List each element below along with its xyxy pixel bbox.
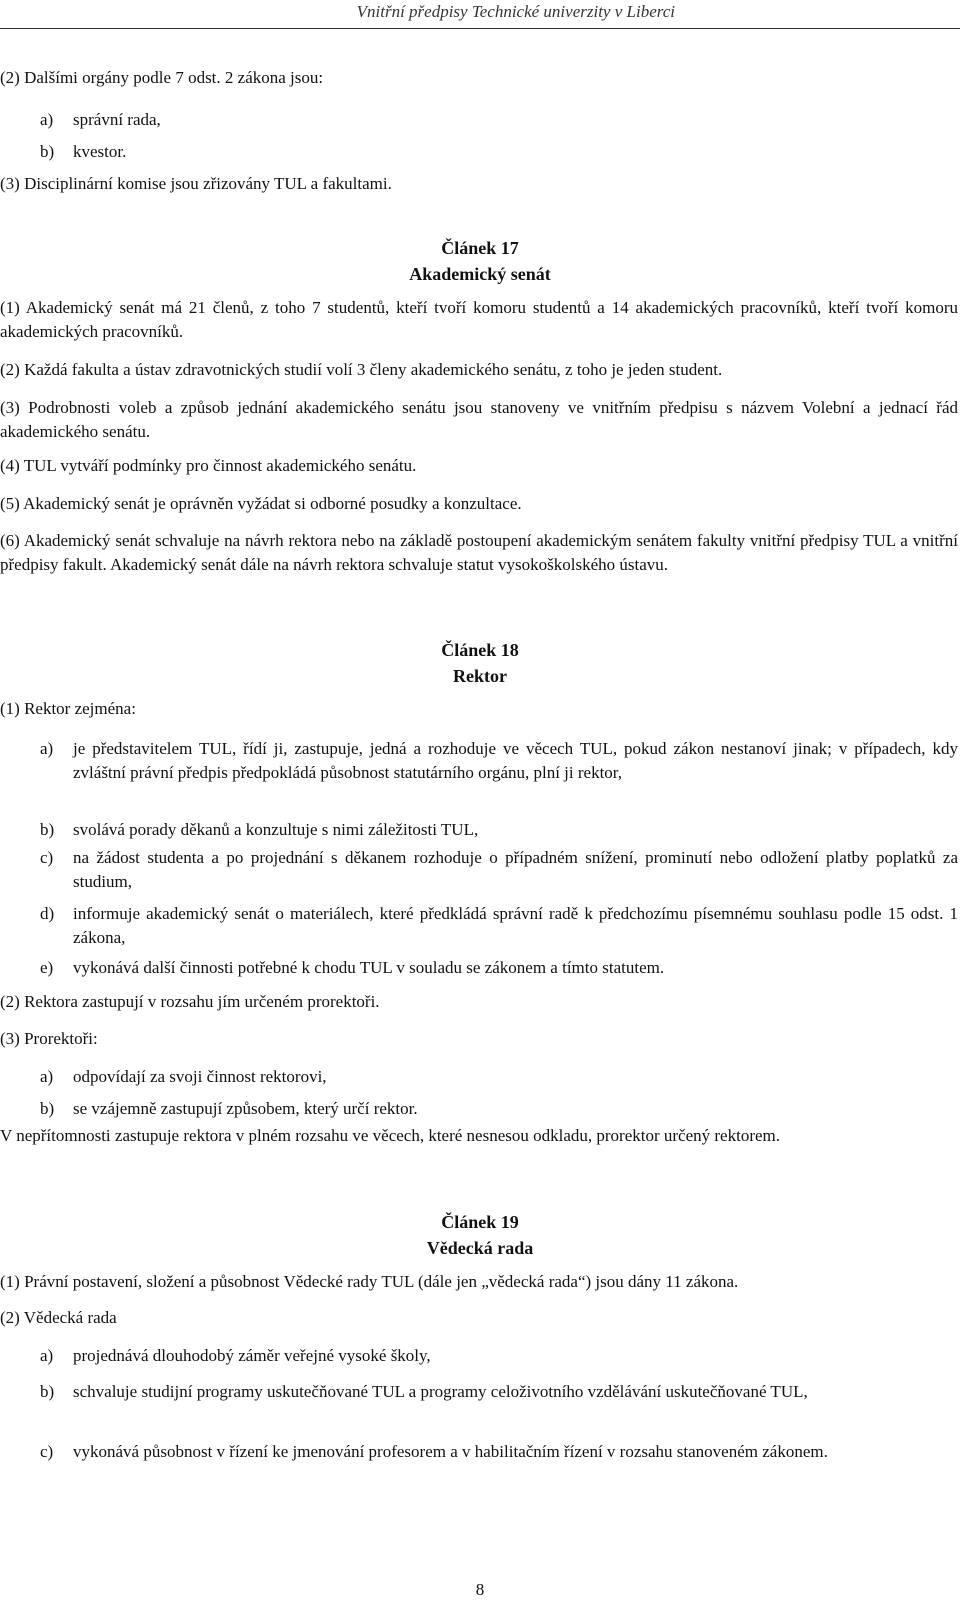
list-item xyxy=(40,846,958,894)
article-17-paragraph-4: (4) TUL vytváří podmínky pro činnost akademického senátu. xyxy=(0,456,417,475)
header-title: Vnitřní předpisy Technické univerzity v Liberci xyxy=(356,2,675,21)
article-17-paragraph-5: (5) Akademický senát je oprávněn vyžádat si odborné posudky a konzultace. xyxy=(0,494,522,513)
list-marker: a) xyxy=(40,739,54,758)
page-number: 8 xyxy=(475,1580,485,1599)
list-marker: e) xyxy=(40,958,54,977)
list-text: projednává dlouhodobý záměr veřejné vysoké školy, xyxy=(73,1346,431,1365)
list-text: informuje akademický senát o materiálech, které předkládá správní radě k předchozímu písemnému souhlasu podle 15 odst. 1 zákona, xyxy=(73,904,958,947)
list-item xyxy=(40,737,958,785)
list-marker: c) xyxy=(40,1442,54,1461)
article-17-number: Článek 17 xyxy=(441,238,519,258)
article-17-paragraph-6: (6) Akademický senát schvaluje na návrh rektora nebo na základě postoupení akademickým senátem fakulty vnitřní předpisy TUL a vnitřní předpisy fakult. Akademický senát dále na návrh rektora schvaluje statut vysokoškolského ústavu. xyxy=(0,531,958,574)
article-19-title: Vědecká rada xyxy=(426,1238,534,1258)
article-18-number: Článek 18 xyxy=(441,640,519,660)
article-19-paragraph-1: (1) Právní postavení, složení a působnost Vědecké rady TUL (dále jen „vědecká rada“) jsou dány 11 zákona. xyxy=(0,1272,739,1291)
article-19-number: Článek 19 xyxy=(441,1212,519,1232)
list-marker: a) xyxy=(40,1067,54,1086)
list-item xyxy=(40,140,958,164)
list-marker: d) xyxy=(40,904,55,923)
list-text: na žádost studenta a po projednání s děkanem rozhoduje o případném snížení, prominutí nebo odložení platby poplatků za studium, xyxy=(73,848,958,891)
list-item xyxy=(40,818,958,842)
list-item xyxy=(40,1097,958,1121)
list-marker: a) xyxy=(40,110,54,129)
running-header xyxy=(0,0,960,26)
article-17-title: Akademický senát xyxy=(409,264,551,284)
list-marker: a) xyxy=(40,1346,54,1365)
article-18-paragraph-3: (3) Prorektoři: xyxy=(0,1029,98,1048)
list-item xyxy=(40,1065,958,1089)
list-text: svolává porady děkanů a konzultuje s nimi záležitosti TUL, xyxy=(73,820,479,839)
header-rule xyxy=(0,28,960,29)
paragraph-3-disciplinary: (3) Disciplinární komise jsou zřizovány TUL a fakultami. xyxy=(0,174,392,193)
list-text: vykonává další činnosti potřebné k chodu TUL v souladu se zákonem a tímto statutem. xyxy=(73,958,665,977)
article-17-paragraph-1: (1) Akademický senát má 21 členů, z toho 7 studentů, kteří tvoří komoru studentů a 14 akademických pracovníků, kteří tvoří komoru akademických pracovníků. xyxy=(0,298,958,341)
list-marker: b) xyxy=(40,1382,55,1401)
article-18-paragraph-1: (1) Rektor zejména: xyxy=(0,699,136,718)
list-item xyxy=(40,1344,958,1368)
list-item xyxy=(40,1380,958,1404)
list-marker: b) xyxy=(40,1099,55,1118)
list-text: je představitelem TUL, řídí ji, zastupuje, jedná a rozhoduje ve věcech TUL, pokud zákon nestanoví jinak; v případech, kdy zvláštní právní předpis předpokládá působnost statutárního orgánu, plní ji rektor, xyxy=(73,739,958,782)
article-18-title: Rektor xyxy=(453,666,507,686)
article-17-paragraph-2: (2) Každá fakulta a ústav zdravotnických studií volí 3 členy akademického senátu, z toho je jeden student. xyxy=(0,360,723,379)
list-item xyxy=(40,108,958,132)
list-text: odpovídají za svoji činnost rektorovi, xyxy=(73,1067,327,1086)
list-text: správní rada, xyxy=(73,110,161,129)
list-item xyxy=(40,1440,958,1464)
list-marker: b) xyxy=(40,820,55,839)
list-item xyxy=(40,956,958,980)
list-text: kvestor. xyxy=(73,142,127,161)
list-item xyxy=(40,902,958,950)
article-17-paragraph-3: (3) Podrobnosti voleb a způsob jednání akademického senátu jsou stanoveny ve vnitřním předpisu s názvem Volební a jednací řád akademického senátu. xyxy=(0,398,958,441)
list-marker: b) xyxy=(40,142,55,161)
article-19-paragraph-2: (2) Vědecká rada xyxy=(0,1308,117,1327)
list-text: se vzájemně zastupují způsobem, který určí rektor. xyxy=(73,1099,418,1118)
paragraph-2-other-bodies: (2) Dalšími orgány podle 7 odst. 2 zákona jsou: xyxy=(0,68,324,87)
article-18-paragraph-3-continuation: V nepřítomnosti zastupuje rektora v plném rozsahu ve věcech, které nesnesou odkladu, prorektor určený rektorem. xyxy=(0,1126,781,1145)
article-18-paragraph-2: (2) Rektora zastupují v rozsahu jím určeném prorektoři. xyxy=(0,992,380,1011)
list-text: vykonává působnost v řízení ke jmenování profesorem a v habilitačním řízení v rozsahu stanoveném zákonem. xyxy=(73,1442,828,1461)
list-marker: c) xyxy=(40,848,54,867)
list-text: schvaluje studijní programy uskutečňované TUL a programy celoživotního vzdělávání uskutečňované TUL, xyxy=(73,1382,808,1401)
